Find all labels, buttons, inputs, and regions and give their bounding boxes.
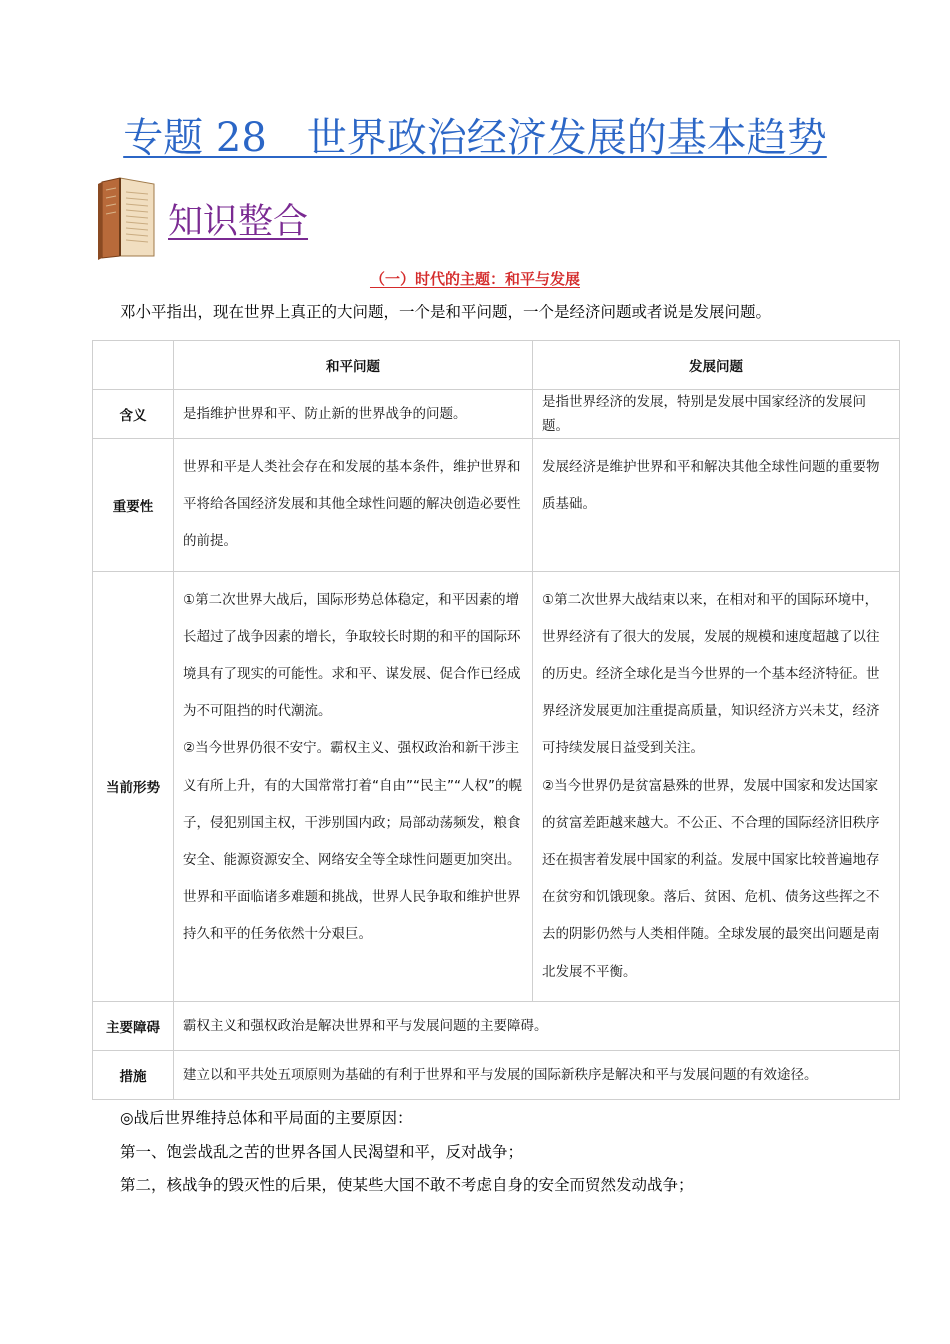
table-cell: 霸权主义和强权政治是解决世界和平与发展问题的主要障碍。 xyxy=(174,1001,900,1050)
table-cell: 发展经济是维护世界和平和解决其他全球性问题的重要物质基础。 xyxy=(533,439,900,572)
row-label: 措施 xyxy=(93,1050,174,1099)
row-label: 含义 xyxy=(93,390,174,439)
intro-paragraph: 邓小平指出，现在世界上真正的大问题，一个是和平问题，一个是经济问题或者说是发展问题。 xyxy=(120,303,772,321)
table-header-row xyxy=(93,341,900,390)
table-row xyxy=(93,439,900,572)
section-label: 知识整合 xyxy=(168,202,309,242)
table-cell: 是指维护世界和平、防止新的世界战争的问题。 xyxy=(174,390,533,439)
table-row xyxy=(93,1001,900,1050)
table-header-cell xyxy=(93,341,174,390)
cell-paragraph: ②当今世界仍很不安宁。霸权主义、强权政治和新干涉主义有所上升，有的大国常常打着“自由”“民主”“人权”的幌子，侵犯别国主权，干涉别国内政；局部动荡频发，粮食安全、能源资源安全、网络安全等全球性问题更加突出。世界和平面临诸多难题和挑战，世界人民争取和维护世界持久和平的任务依然十分艰巨。 xyxy=(183,740,522,943)
table-cell: 世界和平是人类社会存在和发展的基本条件，维护世界和平将给各国经济发展和其他全球性问题的解决创造必要性的前提。 xyxy=(174,439,533,572)
table-row xyxy=(93,1050,900,1099)
paragraph: ◎战后世界维持总体和平局面的主要原因： xyxy=(120,1109,413,1127)
paragraph: 第二，核战争的毁灭性的后果，使某些大国不敢不考虑自身的安全而贸然发动战争； xyxy=(120,1176,694,1194)
row-label: 主要障碍 xyxy=(93,1001,174,1050)
table-row xyxy=(93,571,900,1001)
page-title: 专题 28 世界政治经济发展的基本趋势 xyxy=(123,115,827,161)
paragraph: 第一、饱尝战乱之苦的世界各国人民渴望和平，反对战争； xyxy=(120,1143,524,1161)
cell-paragraph: ①第二次世界大战后，国际形势总体稳定，和平因素的增长超过了战争因素的增长，争取较长时期的和平的国际环境具有了现实的可能性。求和平、谋发展、促合作已经成为不可阻挡的时代潮流。 xyxy=(183,591,521,720)
table-header-cell: 发展问题 xyxy=(533,341,900,390)
book-icon xyxy=(96,174,160,260)
subsection-title: （一）时代的主题：和平与发展 xyxy=(369,270,580,288)
table-cell xyxy=(533,571,900,1001)
cell-paragraph: ①第二次世界大战结束以来，在相对和平的国际环境中，世界经济有了很大的发展，发展的规模和速度超越了以往的历史。经济全球化是当今世界的一个基本经济特征。世界经济发展更加注重提高质量，知识经济方兴未艾，经济可持续发展日益受到关注。 xyxy=(542,591,880,757)
table-cell xyxy=(174,571,533,1001)
table-cell: 是指世界经济的发展，特别是发展中国家经济的发展问题。 xyxy=(533,390,900,439)
table-cell: 建立以和平共处五项原则为基础的有利于世界和平与发展的国际新秩序是解决和平与发展问题的有效途径。 xyxy=(174,1050,900,1099)
table-header-cell: 和平问题 xyxy=(174,341,533,390)
table-row xyxy=(93,390,900,439)
comparison-table xyxy=(92,340,900,1100)
cell-paragraph: ②当今世界仍是贫富悬殊的世界，发展中国家和发达国家的贫富差距越来越大。不公正、不合理的国际经济旧秩序还在损害着发展中国家的利益。发展中国家比较普遍地存在贫穷和饥饿现象。落后、贫困、危机、债务这些挥之不去的阴影仍然与人类相伴随。全球发展的最突出问题是南北发展不平衡。 xyxy=(542,777,880,980)
section-header xyxy=(96,172,396,262)
row-label: 当前形势 xyxy=(93,571,174,1001)
row-label: 重要性 xyxy=(93,439,174,572)
